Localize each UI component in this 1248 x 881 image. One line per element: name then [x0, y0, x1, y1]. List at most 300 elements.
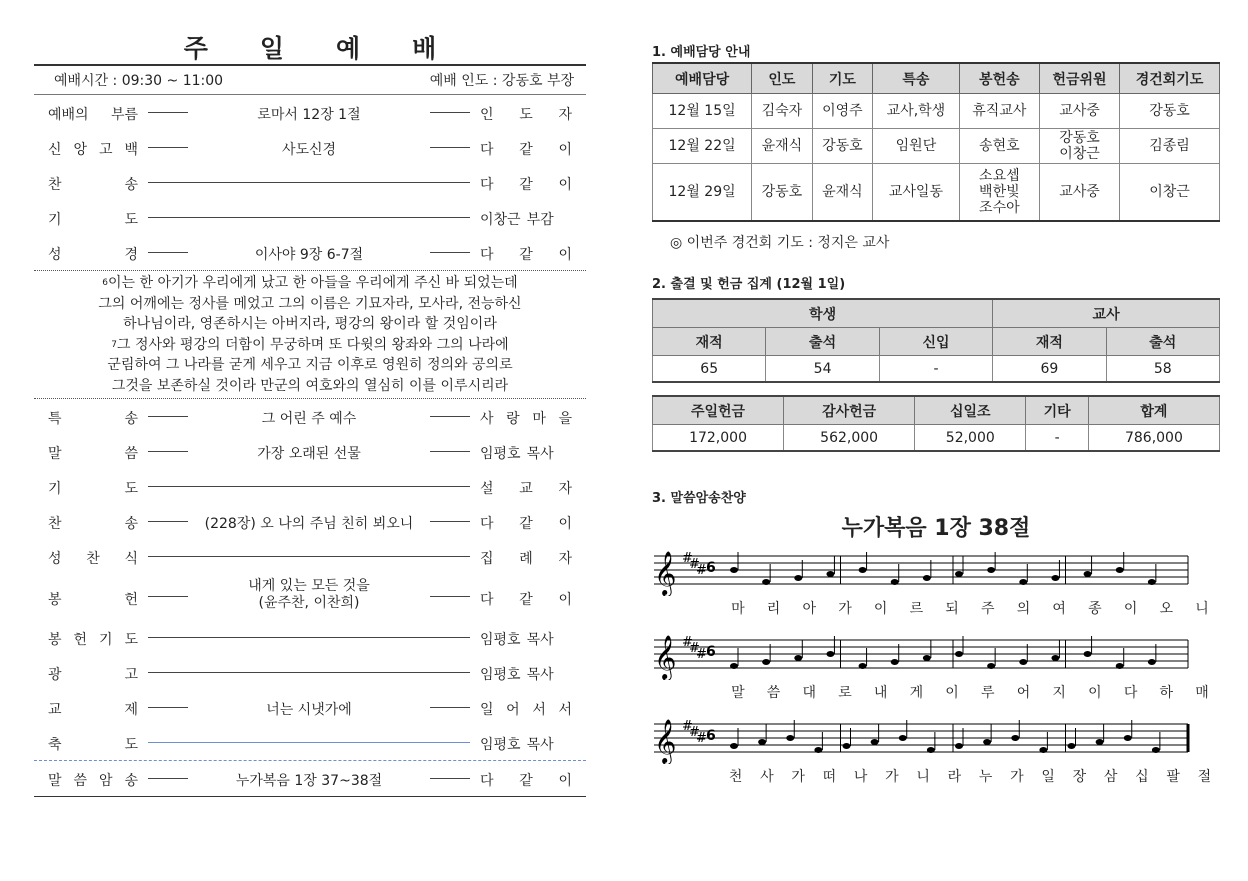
lyric-syllable: 라 [947, 769, 962, 785]
order-label [48, 408, 138, 428]
table-cell: 김숙자 [752, 94, 812, 129]
note [1019, 659, 1027, 665]
order-label [48, 589, 138, 609]
note [923, 575, 931, 581]
order-row [34, 725, 586, 760]
order-label-char: 봉 [48, 592, 62, 608]
order-label-char: 도 [124, 212, 138, 228]
order-responsible-part: 랑 [506, 411, 520, 427]
order-responsible-part: 이 [558, 142, 572, 158]
order-content: 사도신경 [281, 142, 337, 158]
table-header: 재적 [993, 328, 1106, 356]
order-responsible [480, 139, 572, 159]
order-row [34, 95, 586, 130]
treble-clef-icon: 𝄞 [654, 719, 677, 763]
lyric-syllable: 다 [1123, 685, 1138, 701]
order-label-char: 기 [98, 632, 113, 648]
order-responsible-part: 을 [558, 411, 572, 427]
table-header: 기타 [1026, 396, 1088, 425]
note [843, 743, 851, 749]
order-responsible-part: 같 [519, 177, 533, 193]
table-cell: 58 [1106, 356, 1219, 383]
leader-line [430, 596, 470, 597]
note [983, 739, 991, 745]
order-list-2 [34, 399, 586, 797]
order-label-char: 신 [48, 142, 62, 158]
order-responsible-part: 다 [480, 247, 494, 263]
table-header: 인도 [752, 63, 812, 94]
order-content: 그 어린 주 예수 [261, 411, 357, 427]
attendance-table [652, 298, 1220, 383]
order-responsible-part: 이창근 [480, 212, 521, 228]
lyric-syllable: 아 [802, 601, 817, 617]
note [730, 743, 738, 749]
table-header: 출석 [766, 328, 879, 356]
table-header: 신입 [879, 328, 992, 356]
order-responsible [480, 734, 572, 754]
table-row [653, 94, 1220, 129]
scripture-text [34, 270, 586, 399]
lyric-syllable: 되 [945, 601, 959, 617]
verse-number: 6 [102, 278, 109, 288]
order-label-char: 찬 [86, 551, 100, 567]
order-responsible-part: 같 [519, 773, 533, 789]
order-responsible [480, 589, 572, 609]
order-label [48, 478, 138, 498]
order-label-char: 성 [48, 551, 62, 567]
lyric-syllable: 나 [853, 769, 868, 785]
lyric-syllable: 하 [1159, 685, 1174, 701]
lyric-syllable: 이 [1088, 685, 1102, 701]
order-responsible [480, 244, 572, 264]
lyrics-line [720, 598, 1220, 618]
note [987, 567, 995, 573]
leader-line [430, 147, 470, 148]
order-label-char: 백 [124, 142, 138, 158]
table-cell: 172,000 [653, 425, 784, 452]
order-responsible-part: 임평호 [480, 446, 521, 462]
note [955, 571, 963, 577]
note [955, 651, 963, 657]
order-responsible-part: 례 [519, 551, 533, 567]
note [1019, 579, 1027, 585]
order-label-char: 고 [124, 667, 138, 683]
order-label-char: 송 [124, 516, 138, 532]
order-label [48, 548, 138, 568]
order-responsible [480, 770, 572, 790]
note [891, 579, 899, 585]
order-responsible-part: 같 [519, 247, 533, 263]
section-title: 2. 출결 및 헌금 집계 (12월 1일) [652, 277, 846, 292]
order-responsible-part: 마 [532, 411, 546, 427]
order-responsible-part: 이 [558, 177, 572, 193]
table-header: 봉헌송 [959, 63, 1039, 94]
order-responsible-part: 사 [480, 411, 494, 427]
order-responsible-part: 이 [558, 516, 572, 532]
table-cell: 786,000 [1088, 425, 1219, 452]
lyric-syllable: 이 [1123, 601, 1138, 617]
lyric-syllable: 누 [978, 769, 993, 785]
note [794, 575, 802, 581]
note [1148, 579, 1156, 585]
order-row [34, 399, 586, 434]
table-header: 예배담당 [653, 63, 752, 94]
table-cell: 교사중 [1039, 164, 1119, 222]
order-responsible-part: 임평호 [480, 667, 521, 683]
worship-order-panel [34, 34, 586, 797]
order-responsible-part: 이 [558, 773, 572, 789]
lyric-syllable: 말 [731, 685, 745, 701]
table-cell: 562,000 [784, 425, 915, 452]
title-char: 배 [412, 34, 437, 63]
note [927, 747, 935, 753]
order-responsible-part: 서 [558, 702, 572, 718]
lyric-syllable: 이 [873, 601, 888, 617]
order-responsible-part: 목사 [526, 446, 554, 462]
order-label-char: 헌 [73, 632, 88, 648]
order-content-line: (윤주찬, 이찬희) [258, 595, 360, 611]
note [1096, 739, 1104, 745]
lyric-syllable: 삼 [1103, 769, 1118, 785]
leader-line [148, 596, 188, 597]
title-char: 예 [336, 34, 361, 63]
offering-table [652, 395, 1220, 452]
order-responsible-part: 임평호 [480, 632, 521, 648]
order-row [34, 130, 586, 165]
order-row [34, 574, 586, 620]
leader-line [148, 112, 188, 113]
order-label-char: 성 [48, 247, 62, 263]
lyric-syllable: 매 [1195, 685, 1209, 701]
table-cell: 윤재식 [752, 129, 812, 164]
note [826, 571, 834, 577]
sharp-icon: # [696, 647, 707, 662]
prayer-note: ◎ 이번주 경건회 기도 : 정지은 교사 [670, 235, 890, 251]
leader-line [148, 486, 470, 487]
table-header: 경건회기도 [1120, 63, 1220, 94]
table-cell: 휴직교사 [959, 94, 1039, 129]
table-cell: - [879, 356, 992, 383]
table-cell: 강동호 [752, 164, 812, 222]
leader-line [148, 672, 470, 673]
table-cell: 65 [653, 356, 766, 383]
note [899, 735, 907, 741]
leader-line [148, 252, 188, 253]
table-cell: 교사,학생 [873, 94, 960, 129]
page-title [34, 34, 586, 64]
leader-line [430, 707, 470, 708]
order-row [34, 620, 586, 655]
leader-line [430, 521, 470, 522]
table-cell: 강동호 [812, 129, 872, 164]
order-label-char: 교 [48, 702, 62, 718]
order-label-char: 봉 [48, 632, 62, 648]
order-responsible-part: 다 [480, 142, 494, 158]
order-responsible [480, 174, 572, 194]
lyric-syllable: 게 [909, 685, 924, 701]
table-cell: 윤재식 [812, 164, 872, 222]
order-responsible [480, 104, 572, 124]
order-responsible-part: 같 [519, 516, 533, 532]
note [955, 743, 963, 749]
time-signature: 6 [706, 728, 716, 744]
order-label-char: 찬 [48, 516, 62, 532]
leader-line [148, 217, 470, 218]
order-row [34, 504, 586, 539]
scripture-line: 이는 한 아기가 우리에게 났고 한 아들을 우리에게 주신 바 되었는데 [108, 275, 518, 291]
table-cell: 소요셉 백한빛 조수아 [959, 164, 1039, 222]
order-label-char: 고 [98, 142, 113, 158]
table-cell: 12월 29일 [653, 164, 752, 222]
note [1084, 651, 1092, 657]
lyric-syllable: 장 [1072, 769, 1087, 785]
lyric-syllable: 팔 [1166, 769, 1180, 785]
order-label-char: 말 [48, 446, 62, 462]
order-label-char: 말 [48, 773, 62, 789]
lyric-syllable: 리 [766, 601, 781, 617]
leader-line [148, 147, 188, 148]
time-signature: 6 [706, 560, 716, 576]
order-label [48, 699, 138, 719]
table-cell: 임원단 [873, 129, 960, 164]
note [826, 651, 834, 657]
table-cell: 강동호 이창근 [1039, 129, 1119, 164]
lyric-syllable: 로 [838, 685, 852, 701]
order-responsible [480, 209, 572, 229]
time-signature: 6 [706, 644, 716, 660]
staff-lines [652, 630, 1192, 680]
lyric-syllable: 니 [1195, 601, 1209, 617]
lyric-syllable: 사 [760, 769, 774, 785]
order-row [34, 235, 586, 270]
order-label [48, 770, 138, 790]
order-content: 너는 시냇가에 [266, 702, 352, 718]
table-cell: 54 [766, 356, 879, 383]
order-label-char: 도 [124, 632, 138, 648]
order-responsible [480, 664, 572, 684]
leader-line [148, 416, 188, 417]
staff-lines [652, 714, 1192, 764]
scripture-line: 그의 어깨에는 정사를 메었고 그의 이름은 기묘자라, 모사라, 전능하신 [98, 295, 522, 312]
order-responsible-part: 다 [480, 592, 494, 608]
order-responsible-part: 다 [480, 516, 494, 532]
worship-leader: 예배 인도 : 강동호 부장 [429, 73, 574, 89]
info-panel [652, 44, 1220, 798]
title-char: 주 [183, 34, 208, 63]
order-responsible-part: 자 [558, 551, 572, 567]
order-responsible-part: 일 [480, 702, 494, 718]
order-label [48, 443, 138, 463]
note [762, 659, 770, 665]
order-label [48, 734, 138, 754]
order-row [34, 539, 586, 574]
note [859, 567, 867, 573]
table-header: 감사헌금 [784, 396, 915, 425]
scripture-line: 그 정사와 평강의 더함이 무궁하며 또 다윗의 왕좌와 그의 나라에 [117, 336, 509, 353]
scripture-line: 군림하여 그 나라를 굳게 세우고 지금 이후로 영원히 정의와 공의로 [107, 357, 513, 373]
lyric-syllable: 르 [909, 601, 924, 617]
sharp-icon: # [682, 635, 693, 650]
table-header: 특송 [873, 63, 960, 94]
order-responsible-part: 이 [558, 592, 572, 608]
order-responsible-part: 서 [532, 702, 546, 718]
title-char: 일 [259, 34, 284, 63]
order-label-char: 송 [124, 773, 138, 789]
music-staff [652, 714, 1220, 798]
note [871, 739, 879, 745]
lyric-syllable: 오 [1159, 601, 1174, 617]
order-content: 로마서 12장 1절 [257, 107, 361, 123]
table-header: 십일조 [915, 396, 1026, 425]
sharp-icon: # [682, 719, 693, 734]
table-header: 주일헌금 [653, 396, 784, 425]
order-label-char: 경 [124, 247, 138, 263]
treble-clef-icon: 𝄞 [654, 635, 677, 679]
lyric-syllable: 떠 [822, 769, 837, 785]
sharp-icon: # [689, 641, 700, 656]
table-cell: 교사일동 [873, 164, 960, 222]
order-label-char: 부름 [110, 107, 138, 123]
time-leader-bar [34, 64, 586, 95]
lyric-syllable: 가 [838, 601, 852, 617]
note [1116, 663, 1124, 669]
note [1124, 735, 1132, 741]
table-cell: 69 [993, 356, 1106, 383]
lyric-syllable: 가 [885, 769, 899, 785]
table-header: 합계 [1088, 396, 1219, 425]
table-cell: 12월 22일 [653, 129, 752, 164]
verse-number: 7 [111, 339, 118, 350]
order-label [48, 244, 138, 264]
lyric-syllable: 지 [1052, 685, 1066, 701]
lyric-syllable: 의 [1016, 601, 1031, 617]
order-label-char: 예배의 [48, 107, 89, 123]
leader-line [148, 451, 188, 452]
order-label-char: 암 [98, 773, 113, 789]
leader-line [430, 416, 470, 417]
note [1084, 571, 1092, 577]
lyric-syllable: 가 [791, 769, 805, 785]
table-cell: 12월 15일 [653, 94, 752, 129]
leader-line [430, 778, 470, 779]
lyric-syllable: 일 [1041, 769, 1055, 785]
worship-time: 예배시간 : 09:30 ~ 11:00 [54, 73, 224, 89]
leader-line [148, 637, 470, 638]
leader-line [148, 742, 470, 743]
order-responsible-part: 다 [480, 773, 494, 789]
order-label-char: 찬 [48, 177, 62, 193]
note [1068, 743, 1076, 749]
table-cell: 이창근 [1120, 164, 1220, 222]
leader-line [148, 778, 188, 779]
order-label [48, 104, 138, 124]
order-content [194, 578, 424, 612]
order-responsible-part: 같 [519, 142, 533, 158]
lyric-syllable: 이 [945, 685, 959, 701]
order-responsible [480, 443, 572, 463]
order-label-char: 특 [48, 411, 62, 427]
order-label-char: 제 [124, 702, 138, 718]
lyric-syllable: 십 [1135, 769, 1149, 785]
order-label [48, 209, 138, 229]
sharp-icon: # [689, 557, 700, 572]
note [762, 579, 770, 585]
order-responsible-part: 어 [506, 702, 520, 718]
leader-line [430, 451, 470, 452]
order-content: 이사야 9장 6-7절 [254, 247, 364, 263]
leader-line [148, 556, 470, 557]
table-header: 재적 [653, 328, 766, 356]
order-responsible-part: 다 [480, 177, 494, 193]
note [987, 663, 995, 669]
lyric-syllable: 가 [1010, 769, 1024, 785]
order-responsible-part: 자 [558, 107, 572, 123]
table-cell: 교사중 [1039, 94, 1119, 129]
lyric-syllable: 내 [873, 685, 888, 701]
order-responsible-part: 임평호 [480, 737, 521, 753]
order-responsible-part: 목사 [526, 667, 554, 683]
note [1051, 575, 1059, 581]
order-label [48, 513, 138, 533]
treble-clef-icon: 𝄞 [654, 551, 677, 595]
order-content-line: 내게 있는 모든 것을 [248, 578, 370, 594]
note [1148, 659, 1156, 665]
order-responsible-part: 목사 [526, 632, 554, 648]
table-cell: 김종림 [1120, 129, 1220, 164]
leader-line [430, 112, 470, 113]
lyric-syllable: 루 [981, 685, 995, 701]
order-row [34, 655, 586, 690]
order-row [34, 469, 586, 504]
music-staff [652, 630, 1220, 714]
order-label [48, 629, 138, 649]
order-label-char: 헌 [124, 592, 138, 608]
table-cell: - [1026, 425, 1088, 452]
scripture-line: 하나님이라, 영존하시는 아버지라, 평강의 왕이라 할 것임이라 [123, 316, 497, 332]
note [859, 663, 867, 669]
order-label-char: 송 [124, 177, 138, 193]
note [923, 655, 931, 661]
note [1116, 567, 1124, 573]
scripture-line: 그것을 보존하실 것이라 만군의 여호와의 열심히 이를 이루시리라 [111, 377, 509, 394]
order-row [34, 200, 586, 235]
table-cell: 이영주 [812, 94, 872, 129]
order-responsible [480, 548, 572, 568]
order-content: 누가복음 1장 37~38절 [235, 773, 383, 789]
order-responsible-part: 목사 [526, 737, 554, 753]
staff-lines [652, 546, 1192, 596]
duty-table [652, 62, 1220, 222]
table-cell: 송현호 [959, 129, 1039, 164]
order-row [34, 434, 586, 469]
table-header: 헌금위원 [1039, 63, 1119, 94]
lyric-syllable: 천 [728, 769, 743, 785]
order-label-char: 씀 [124, 446, 138, 462]
note [891, 659, 899, 665]
order-label-char: 앙 [73, 142, 88, 158]
order-label-char: 식 [124, 551, 138, 567]
lyrics-line [720, 766, 1220, 786]
note [814, 747, 822, 753]
note [730, 663, 738, 669]
order-responsible-part: 집 [480, 551, 494, 567]
note [786, 735, 794, 741]
sharp-icon: # [689, 725, 700, 740]
order-label [48, 174, 138, 194]
leader-line [148, 182, 470, 183]
lyric-syllable: 마 [731, 601, 745, 617]
order-row [34, 165, 586, 200]
